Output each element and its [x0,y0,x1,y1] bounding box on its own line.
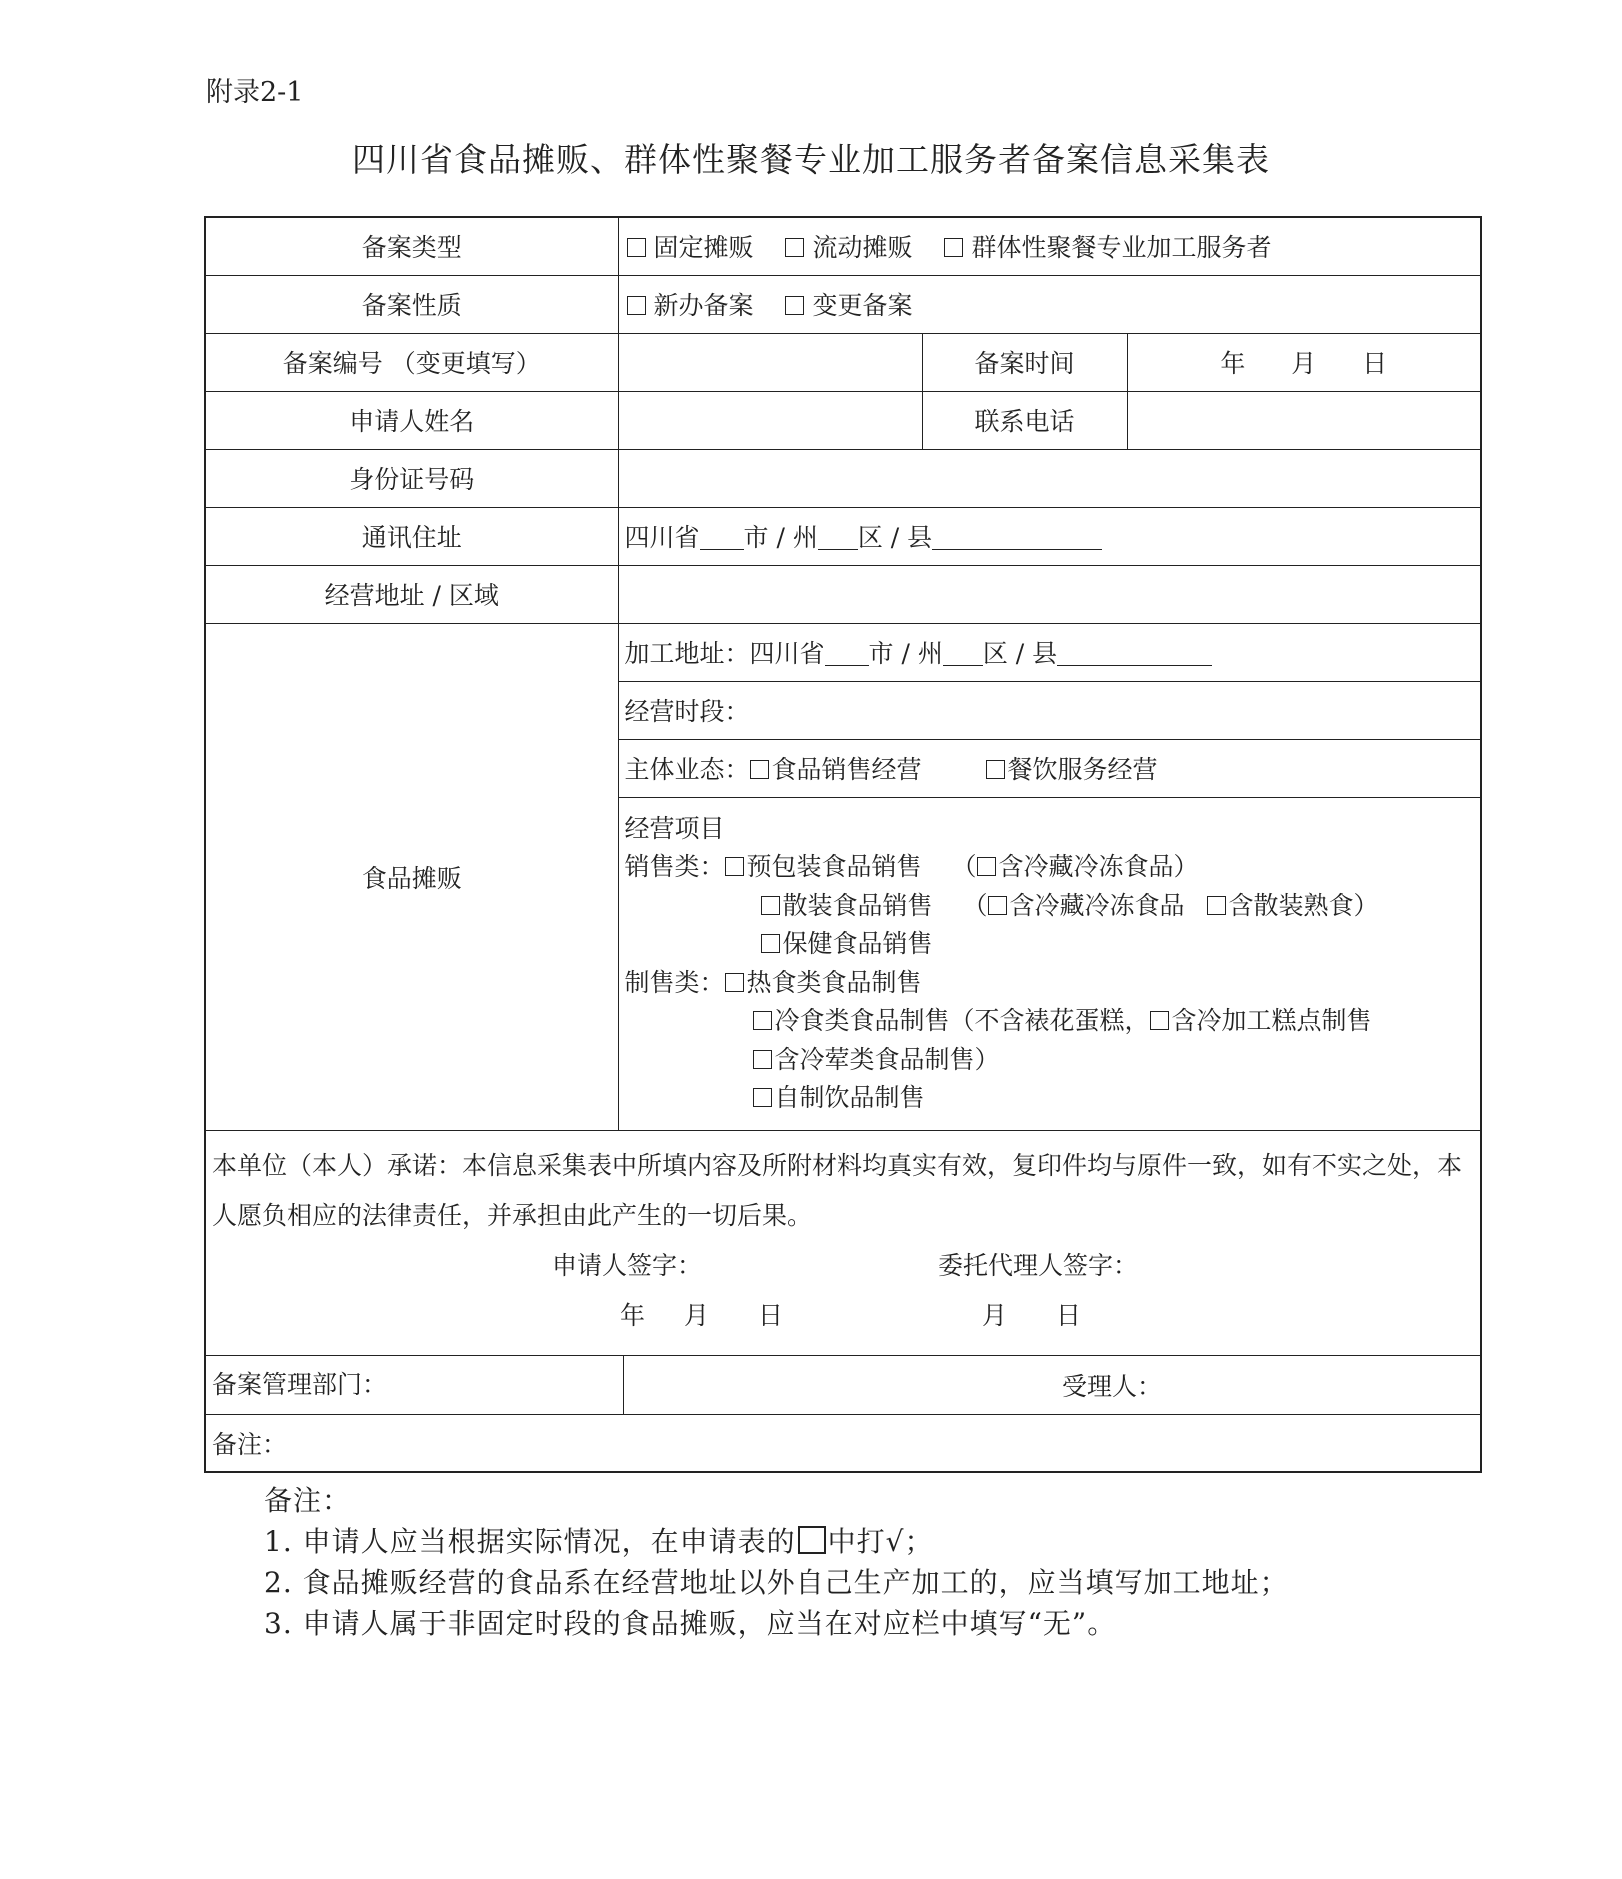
id-number-field[interactable] [618,449,1481,507]
checkbox-drinks[interactable] [753,1088,772,1107]
note-1-before: 1. 申请人应当根据实际情况，在申请表的 [264,1525,796,1558]
option-bulk-frozen: 含冷藏冷冻食品 [1009,890,1185,920]
checkbox-health-food[interactable] [761,934,780,953]
filing-time-field[interactable] [1127,333,1481,391]
checkbox-bulk-frozen[interactable] [988,896,1007,915]
processing-detail-blank[interactable] [1057,643,1212,666]
receiver-label: 受理人： [1062,1371,1163,1401]
city-blank[interactable] [700,527,744,550]
option-change-filing: 变更备案 [812,291,913,320]
admin-dept-field[interactable] [206,1356,624,1414]
filing-nature-label: 备案性质 [205,275,618,333]
row-admin [205,1355,1481,1414]
option-catering-service: 餐饮服务经营 [1007,755,1158,784]
signature-date-row [212,1291,1474,1341]
processing-district-text: 区 / 县 [982,639,1058,668]
sales-line-health [625,925,1475,964]
business-items-field [618,797,1481,1130]
processing-city-text: 市 / 州 [868,639,943,668]
option-hot-food: 热食类食品制售 [746,967,922,997]
items-title: 经营项目 [624,813,725,843]
option-fixed-stall: 固定摊贩 [653,233,754,263]
checkbox-cold-meat[interactable] [753,1050,772,1069]
checkbox-food-sales[interactable] [750,760,769,779]
agent-day-label: 日 [1056,1300,1082,1330]
admin-cell [205,1355,1481,1414]
filing-form-table [204,216,1482,1473]
option-bulk-cooked: 含散装熟食） [1228,890,1379,920]
processing-city-blank[interactable] [825,643,869,666]
province-text: 四川省 [624,523,700,552]
checkbox-hot-food[interactable] [725,973,744,992]
business-hours-field[interactable] [618,681,1481,739]
month-label: 月 [1291,349,1317,378]
option-food-sales: 食品销售经营 [771,755,922,784]
processing-district-blank[interactable] [943,643,983,666]
checkbox-change-filing[interactable] [785,296,804,315]
applicant-year-label: 年 [620,1300,646,1330]
option-mobile-stall: 流动摊贩 [812,233,913,263]
row-remarks [205,1414,1481,1472]
note-1 [264,1521,1289,1562]
production-label: 制售类： [624,967,725,997]
row-id-number [205,449,1481,507]
filing-number-label: 备案编号 （变更填写） [205,333,618,391]
checkbox-group-catering[interactable] [944,238,963,257]
phone-field[interactable] [1127,391,1481,449]
option-new-filing: 新办备案 [653,291,754,320]
checkbox-icon [798,1526,826,1554]
production-line-cold-meat [625,1041,1475,1080]
main-format-label: 主体业态： [624,755,750,784]
applicant-name-label: 申请人姓名 [205,391,618,449]
note-1-after: 中打√； [827,1525,934,1558]
mailing-address-field[interactable] [618,507,1481,565]
option-cold-food: 冷食类食品制售（不含裱花蛋糕， [774,1006,1150,1035]
checkbox-mobile-stall[interactable] [785,238,804,257]
processing-address-prefix: 加工地址：四川省 [624,639,825,668]
filing-type-label: 备案类型 [205,217,618,275]
form-title: 四川省食品摊贩、群体性聚餐专业加工服务者备案信息采集表 [352,140,1270,179]
row-filing-number [205,333,1481,391]
checkbox-cold-pastry[interactable] [1150,1011,1169,1030]
checkbox-bulk[interactable] [761,896,780,915]
mailing-address-label: 通讯住址 [205,507,618,565]
main-format-field [618,739,1481,797]
checkbox-fixed-stall[interactable] [627,238,646,257]
row-pledge [205,1130,1481,1355]
row-processing-address [205,623,1481,681]
option-prepackaged-frozen: 含冷藏冷冻食品） [998,852,1199,881]
checkbox-bulk-cooked[interactable] [1207,896,1226,915]
production-line-hot [625,964,1475,1003]
filing-type-options [618,217,1481,275]
appendix-label: 附录2-1 [206,77,304,108]
detail-blank[interactable] [932,527,1102,550]
year-label: 年 [1220,349,1246,378]
receiver-field[interactable] [624,1367,1480,1403]
applicant-name-field[interactable] [618,391,922,449]
notes-title: 备注： [264,1484,352,1517]
checkbox-prepackaged-frozen[interactable] [977,857,996,876]
remarks-label: 备注： [212,1429,288,1459]
row-filing-nature [205,275,1481,333]
food-vendor-label: 食品摊贩 [205,623,618,1130]
agent-month-label: 月 [982,1300,1008,1330]
business-hours-label: 经营时段： [624,697,750,726]
pledge-cell [205,1130,1481,1355]
id-number-label: 身份证号码 [205,449,618,507]
remarks-field[interactable] [205,1414,1481,1472]
filing-number-field[interactable] [618,333,922,391]
admin-dept-label: 备案管理部门： [212,1369,388,1399]
business-address-label: 经营地址 / 区域 [205,565,618,623]
row-applicant-name [205,391,1481,449]
note-3: 3. 申请人属于非固定时段的食品摊贩，应当在对应栏中填写“无”。 [264,1607,1117,1640]
district-text: 区 / 县 [857,523,933,552]
option-cold-pastry: 含冷加工糕点制售 [1171,1006,1372,1035]
note-2: 2. 食品摊贩经营的食品系在经营地址以外自己生产加工的，应当填写加工地址； [264,1566,1289,1599]
option-drinks: 自制饮品制售 [774,1083,925,1112]
sales-line-prepackaged [625,848,1475,887]
sales-label: 销售类： [624,852,725,881]
business-address-field[interactable] [618,565,1481,623]
option-cold-meat: 含冷荤类食品制售） [774,1044,1000,1074]
applicant-month-label: 月 [684,1300,710,1330]
agent-signature-label: 委托代理人签字： [938,1250,1139,1280]
paren-open: （ [951,852,977,881]
option-prepackaged: 预包装食品销售 [746,852,922,881]
row-business-address [205,565,1481,623]
city-text: 市 / 州 [743,523,818,552]
notes-section [264,1480,1289,1644]
day-label: 日 [1362,349,1388,378]
phone-label: 联系电话 [922,391,1127,449]
checkbox-prepackaged[interactable] [725,857,744,876]
district-blank[interactable] [818,527,858,550]
pledge-text: 本单位（本人）承诺：本信息采集表中所填内容及所附材料均真实有效，复印件均与原件一致，如有不实之处，本人愿负相应的法律责任，并承担由此产生的一切后果。 [212,1150,1463,1230]
option-group-catering: 群体性聚餐专业加工服务者 [971,233,1272,263]
production-line-cold [625,1002,1475,1041]
checkbox-cold-food[interactable] [753,1011,772,1030]
checkbox-catering-service[interactable] [986,760,1005,779]
row-filing-type [205,217,1481,275]
filing-nature-options [618,275,1481,333]
applicant-day-label: 日 [758,1300,784,1330]
production-line-drinks [625,1079,1475,1118]
signature-row [212,1241,1474,1291]
option-health-food: 保健食品销售 [782,929,933,958]
checkbox-new-filing[interactable] [627,296,646,315]
row-mailing-address [205,507,1481,565]
paren-open-bulk: （ [962,890,988,920]
applicant-signature-label: 申请人签字： [552,1250,703,1280]
option-bulk: 散装食品销售 [782,890,933,920]
filing-time-label: 备案时间 [922,333,1127,391]
processing-address-field[interactable] [618,623,1481,681]
sales-line-bulk [625,887,1475,926]
